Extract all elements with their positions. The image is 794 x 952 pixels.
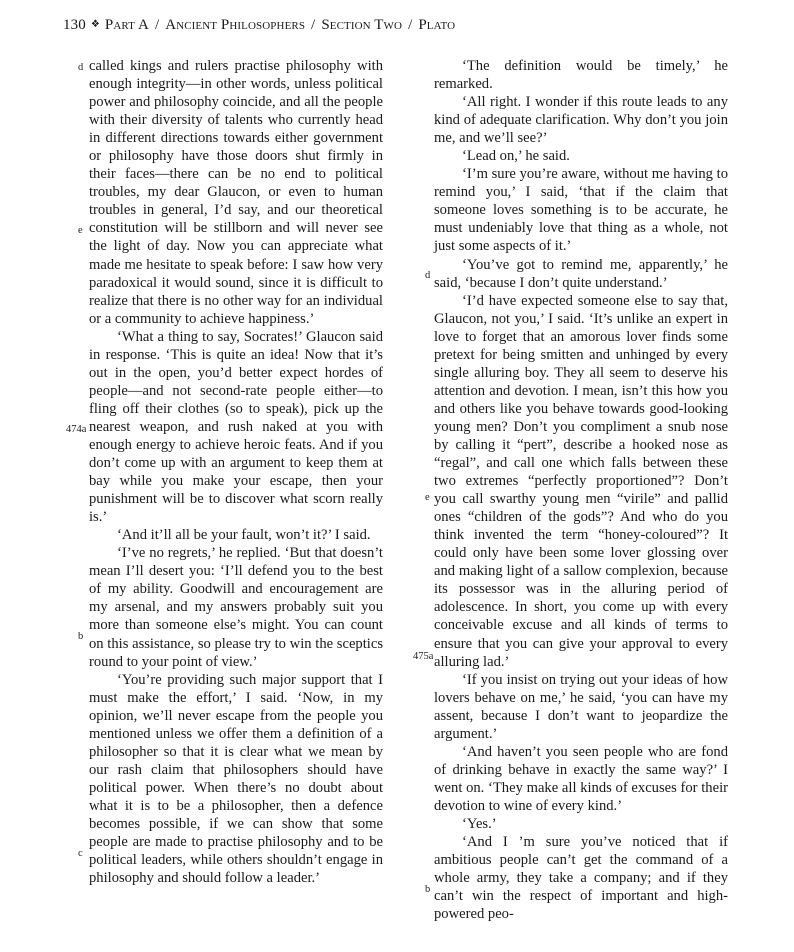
left-column: [89, 57, 383, 887]
diamond-bullet-icon: ❖: [90, 19, 100, 30]
header-book: Ancient Philosophers: [165, 17, 306, 33]
paragraph: ‘What a thing to say, Socrates!’ Glaucon said in response. ‘This is quite an idea! Now that it’s out in the open, you’d better expect hordes of people—and not second-rate people either—to fling off their clothes (so to speak), pick up the nearest weapon, and rush naked at you with enough energy to achieve heroic feats. And if you don’t come up with an argument to keep them at bay while you make your escape, then your punishment will be to discover what scorn really is.’: [89, 328, 383, 526]
stephanus-marker: e: [78, 225, 83, 236]
paragraph: ‘I’ve no regrets,’ he replied. ‘But that doesn’t mean I’ll desert you: ‘I’ll defend you to the best of my ability. Goodwill and encouragement are my arsenal, and my answers probably suit you more than someone else’s might. You can count on this assistance, so please try to win the sceptics round to your point of view.’: [89, 545, 383, 670]
page-number: 130: [63, 17, 86, 33]
right-column: [434, 57, 728, 923]
paragraph: ‘If you insist on trying out your ideas of how lovers behave on me,’ he said, ‘you can have my assent, because I don’t want to jeopardize the argument.’: [434, 671, 728, 742]
header-part: Part A: [104, 17, 149, 33]
header-section: Section Two: [321, 17, 403, 33]
header-separator: /: [408, 17, 413, 33]
stephanus-marker: b: [425, 884, 431, 895]
header-author: Plato: [418, 17, 456, 33]
paragraph: ‘And haven’t you seen people who are fond of drinking behave in exactly the same way?’ I went on. ‘They make all kinds of excuses for their devotion to wine of every kind.’: [434, 743, 728, 814]
paragraph: ‘All right. I wonder if this route leads to any kind of adequate clarification. Why don’t you join me, and we’ll see?’: [434, 94, 728, 147]
paragraph: ‘The definition would be timely,’ he remarked.: [434, 58, 728, 93]
paragraph: ‘And I ’m sure you’ve noticed that if ambitious people can’t get the command of a whole army, they take a company; and if they can’t win the respect of important and high-powered peo-: [434, 834, 728, 923]
paragraph: ‘I’m sure you’re aware, without me having to remind you,’ I said, ‘that if the claim that someone loves something is to be accurate, he must undeniably love that thing as a whole, not just some aspects of it.’: [434, 166, 728, 255]
stephanus-marker: 474a: [66, 424, 87, 435]
stephanus-marker: b: [78, 631, 84, 642]
paragraph: ‘You’ve got to remind me, apparently,’ he said, ‘because I don’t quite understand.’: [434, 256, 728, 291]
stephanus-marker: 475a: [413, 651, 434, 662]
header-separator: /: [311, 17, 316, 33]
paragraph: ‘Lead on,’ he said.: [462, 148, 570, 165]
running-header: [63, 16, 455, 34]
stephanus-marker: d: [425, 270, 431, 281]
paragraph: ‘Yes.’: [462, 815, 497, 832]
paragraph: ‘You’re providing such major support that I must make the effort,’ I said. ‘Now, in my opinion, we’ll never escape from the people you mentioned unless we offer them a definition of a philosopher so that it is clear what we mean by our rash claim that philosophers should have political power. When there’s no doubt about what it is to be a philosopher, then a defence becomes possible, if we can show that some people are made to practise philosophy and to be political leaders, while others shouldn’t engage in philosophy and should follow a leader.’: [89, 671, 383, 887]
stephanus-marker: e: [425, 492, 430, 503]
paragraph: called kings and rulers practise philosophy with enough integrity—in other words, unless political power and philosophy coincide, and all the people with their diversity of talents who currently head in different directions towards either government or philosophy have those doors shut firmly in their faces—there can be no end to political troubles, my dear Glaucon, or even to human troubles in general, I’d say, and our theoretical constitution will be stillborn and will never see the light of day. Now you can appreciate what made me hesitate to speak before: I saw how very paradoxical it would sound, since it is difficult to realize that there is no other way for an individual or a community to achieve happiness.’: [89, 58, 383, 327]
stephanus-marker: c: [78, 848, 83, 859]
paragraph: ‘And it’ll all be your fault, won’t it?’ I said.: [117, 527, 371, 544]
paragraph: ‘I’d have expected someone else to say that, Glaucon, not you,’ I said. ‘It’s unlike an expert in love to forget that an amorous lover finds some pretext for being smitten and unhinged by every single alluring boy. They all seem to deserve his attention and devotion. I mean, isn’t this how you and others like you behave towards good-looking young men? Don’t you compliment a snub nose by calling it “pert”, describe a hooked nose as “regal”, and call one which falls between these two extremes “perfectly proportioned”? Don’t you call swarthy young men “virile” and pallid ones “children of the gods”? And who do you think invented the term “honey-coloured”? It could only have been some lover glossing over and making light of a sallow complexion, because its possessor was in the alluring period of adolescence. In short, you come up with every conceivable excuse and all kinds of terms to ensure that you can give your approval to every alluring lad.’: [434, 292, 728, 670]
stephanus-marker: d: [78, 62, 84, 73]
header-separator: /: [154, 17, 160, 33]
